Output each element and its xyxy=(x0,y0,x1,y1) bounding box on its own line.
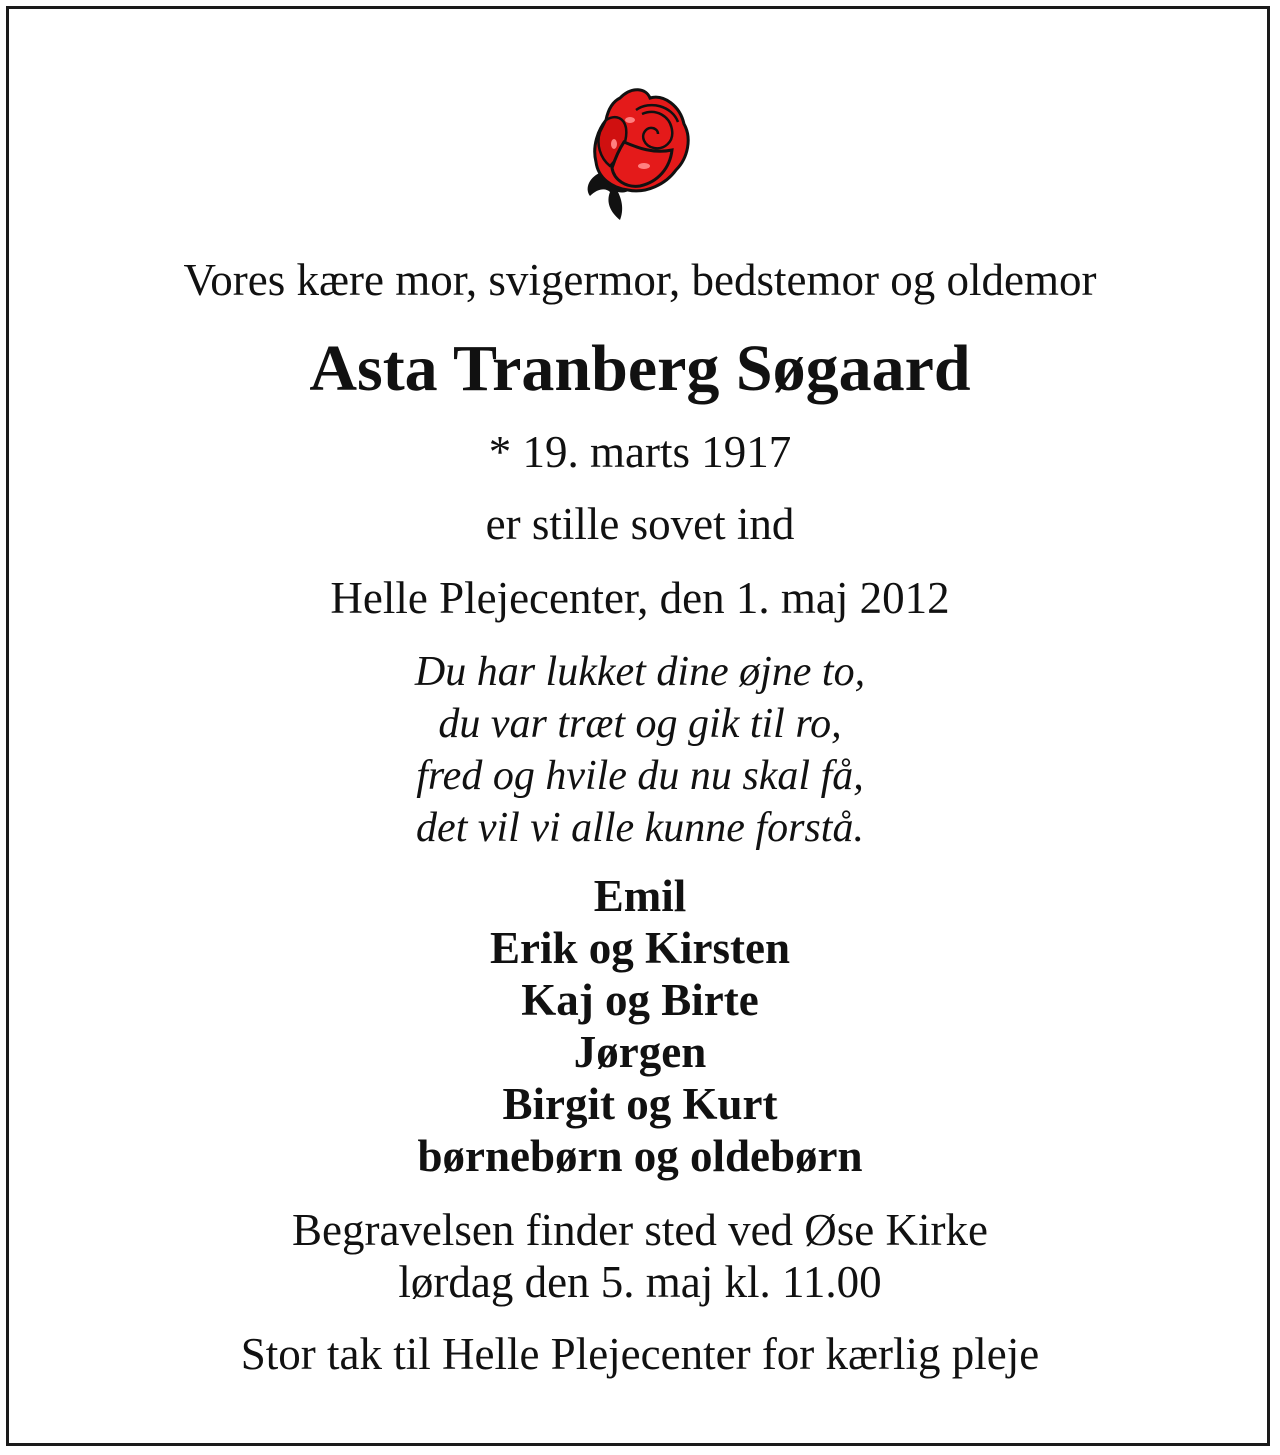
funeral-time: lørdag den 5. maj kl. 11.00 xyxy=(398,1257,882,1307)
poem xyxy=(0,646,1280,854)
poem-line: du var træt og gik til ro, xyxy=(438,701,842,747)
deceased-name: Asta Tranberg Søgaard xyxy=(309,332,971,405)
poem-line: det vil vi alle kunne forstå. xyxy=(416,805,864,851)
family-member: Birgit og Kurt xyxy=(502,1079,778,1129)
family-member: Erik og Kirsten xyxy=(490,923,790,973)
family-member: Kaj og Birte xyxy=(521,975,759,1025)
rose-icon xyxy=(580,84,700,224)
family-member: børnebørn og oldebørn xyxy=(417,1131,863,1181)
intro-text: Vores kære mor, svigermor, bedstemor og oldemor xyxy=(183,255,1097,305)
poem-line: Du har lukket dine øjne to, xyxy=(414,649,866,695)
passed-text: er stille sovet ind xyxy=(485,499,795,549)
family-member: Jørgen xyxy=(573,1027,707,1077)
thanks-text: Stor tak til Helle Plejecenter for kærlig pleje xyxy=(240,1329,1040,1379)
birth-date: * 19. marts 1917 xyxy=(488,427,792,477)
funeral-info xyxy=(0,1204,1280,1308)
family-member: Emil xyxy=(593,871,687,921)
poem-line: fred og hvile du nu skal få, xyxy=(416,753,864,799)
funeral-location: Begravelsen finder sted ved Øse Kirke xyxy=(291,1205,988,1255)
place-and-date: Helle Plejecenter, den 1. maj 2012 xyxy=(330,573,950,623)
family-list xyxy=(0,870,1280,1182)
